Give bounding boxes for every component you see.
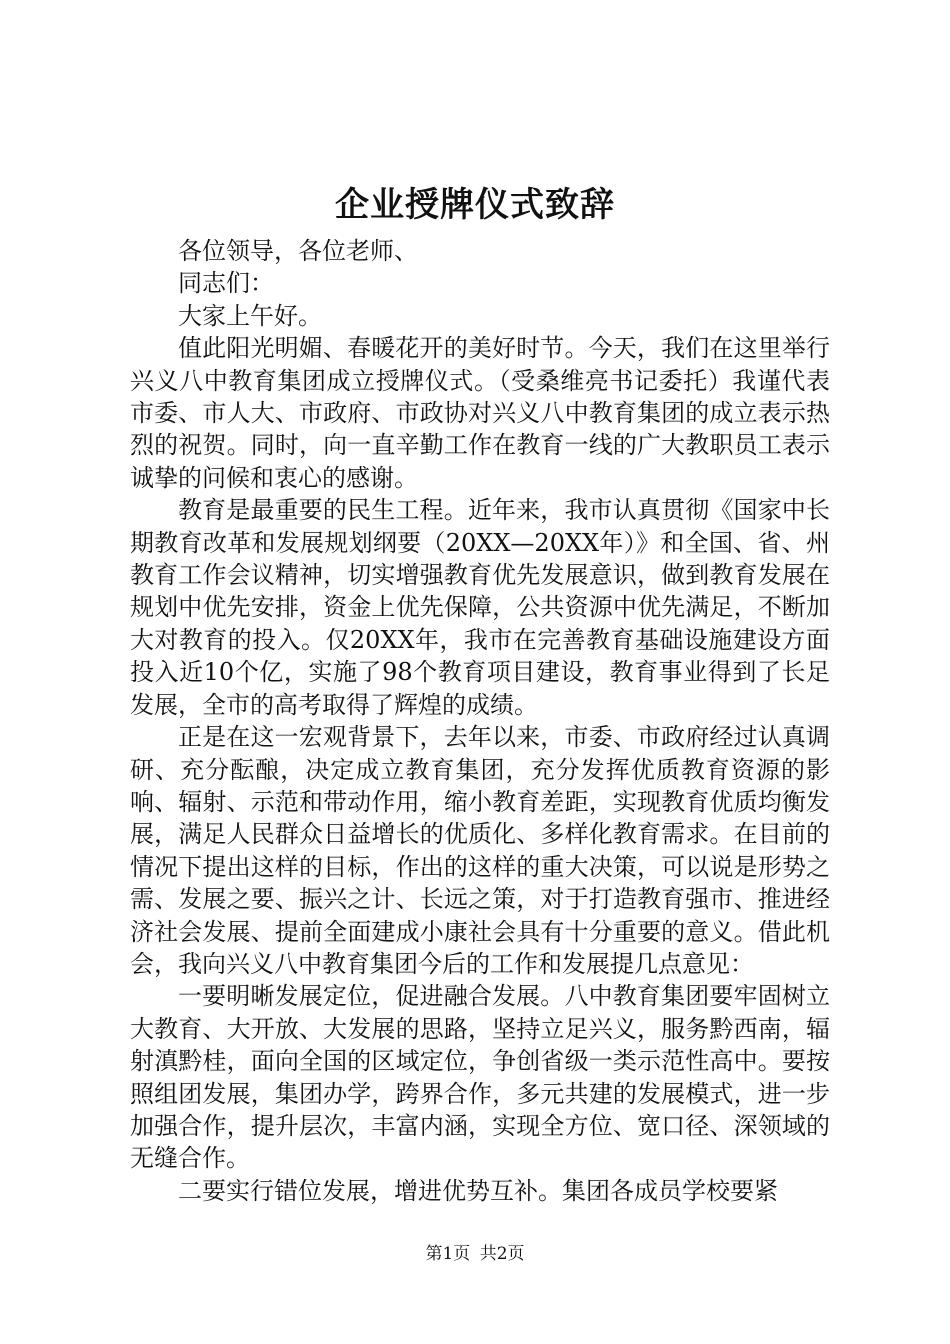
body-paragraph: 正是在这一宏观背景下，去年以来，市委、市政府经过认真调研、充分酝酿，决定成立教育集团，充分发挥优质教育资源的影响、辐射、示范和带动作用，缩小教育差距，实现教育优质均衡发展，满足人民群众日益增长的优质化、多样化教育需求。在目前的情况下提出这样的目标，作出的这样的重大决策，可以说是形势之需、发展之要、振兴之计、长远之策，对于打造教育强市、推进经济社会发展、提前全面建成小康社会具有十分重要的意义。借此机会，我向兴义八中教育集团今后的工作和发展提几点意见： (130, 723, 830, 978)
body-paragraph: 二要实行错位发展，增进优势互补。集团各成员学校要紧 (178, 1176, 778, 1205)
salutation-line-2: 同志们： (178, 269, 274, 298)
page-total: 共2页 (479, 1244, 525, 1264)
document-title: 企业授牌仪式致辞 (335, 185, 615, 225)
page-footer (0, 1242, 950, 1266)
body-paragraph: 教育是最重要的民生工程。近年来，我市认真贯彻《国家中长期教育改革和发展规划纲要（20XX—20XX年）》和全国、省、州教育工作会议精神，切实增强教育优先发展意识，做到教育发展在规划中优先安排，资金上优先保障，公共资源中优先满足，不断加大对教育的投入。仅20XX年，我市在完善教育基础设施建设方面投入近10个亿，实施了98个教育项目建设，教育事业得到了长足发展，全市的高考取得了辉煌的成绩。 (130, 496, 830, 719)
body-paragraph: 一要明晰发展定位，促进融合发展。八中教育集团要牢固树立大教育、大开放、大发展的思路，坚持立足兴义，服务黔西南，辐射滇黔桂，面向全国的区域定位，争创省级一类示范性高中。要按照组团发展，集团办学，跨界合作，多元共建的发展模式，进一步加强合作，提升层次，丰富内涵，实现全方位、宽口径、深领域的无缝合作。 (130, 982, 830, 1173)
salutation-line-1: 各位领导，各位老师、 (178, 237, 418, 265)
body-paragraph: 值此阳光明媚、春暖花开的美好时节。今天，我们在这里举行兴义八中教育集团成立授牌仪式。（受桑维亮书记委托）我谨代表市委、市人大、市政府、市政协对兴义八中教育集团的成立表示热烈的祝贺。同时，向一直辛勤工作在教育一线的广大教职员工表示诚挚的问候和衷心的感谢。 (130, 334, 830, 492)
greeting-line: 大家上午好。 (178, 301, 322, 330)
document-body (130, 235, 830, 1207)
page-number: 第1页 (425, 1244, 471, 1264)
